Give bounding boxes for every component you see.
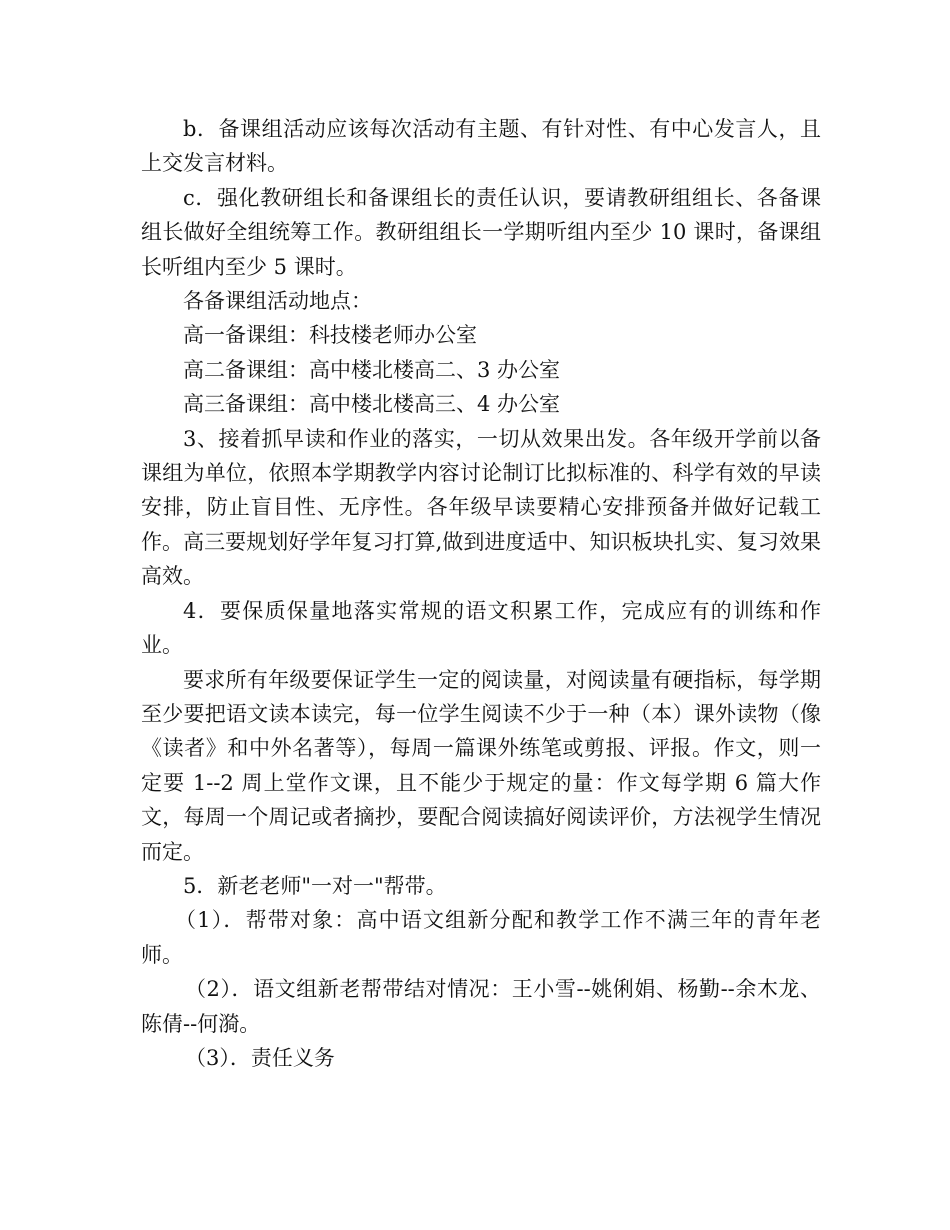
mentoring-item-1: （1）．帮带对象：高中语文组新分配和教学工作不满三年的青年老师。 — [141, 908, 821, 967]
paragraph-3: 3、接着抓早读和作业的落实，一切从效果出发。各年级开学前以备课组为单位，依照本学期教学内容讨论制订比拟标准的、科学有效的早读安排，防止盲目性、无序性。各年级早读要精心安排预备并做好记载工作。高三要规划好学年复习打算,做到进度适中、知识板块扎实、复习效果高效。 — [141, 426, 821, 589]
paragraph-c: c．强化教研组长和备课组长的责任认识，要请教研组组长、各备课组长做好全组统筹工作。教研组组长一学期听组内至少 10 课时，备课组长听组内至少 5 课时。 — [141, 185, 821, 279]
paragraph-b: b．备课组活动应该每次活动有主题、有针对性、有中心发言人，且上交发言材料。 — [141, 117, 821, 176]
mentoring-item-3: （3）．责任义务 — [185, 1045, 335, 1070]
mentoring-item-2: （2）．语文组新老帮带结对情况：王小雪--姚俐娟、杨勤--余木龙、陈倩--何漪。 — [141, 977, 821, 1036]
paragraph-5: 5．新老老师"一对一"帮带。 — [183, 873, 447, 898]
paragraph-4: 4．要保质保量地落实常规的语文积累工作，完成应有的训练和作业。 — [141, 598, 821, 658]
activity-locations-heading: 各备课组活动地点： — [183, 289, 372, 314]
location-grade-2: 高二备课组：高中楼北楼高二、3 办公室 — [183, 357, 561, 382]
reading-requirements-paragraph: 要求所有年级要保证学生一定的阅读量，对阅读量有硬指标，每学期至少要把语文读本读完，每一位学生阅读不少于一种（本）课外读物（像《读者》和中外名著等），每周一篇课外练笔或剪报、评报。作文，则一定要 1--2 周上堂作文课，且不能少于规定的量：作文每学期 6 篇大作文，每周一个周记或者摘抄，要配合阅读搞好阅读评价，方法视学生情况而定。 — [141, 667, 821, 864]
location-grade-1: 高一备课组：科技楼老师办公室 — [183, 323, 477, 348]
location-grade-3: 高三备课组：高中楼北楼高三、4 办公室 — [183, 392, 561, 417]
document-body — [141, 112, 821, 1075]
